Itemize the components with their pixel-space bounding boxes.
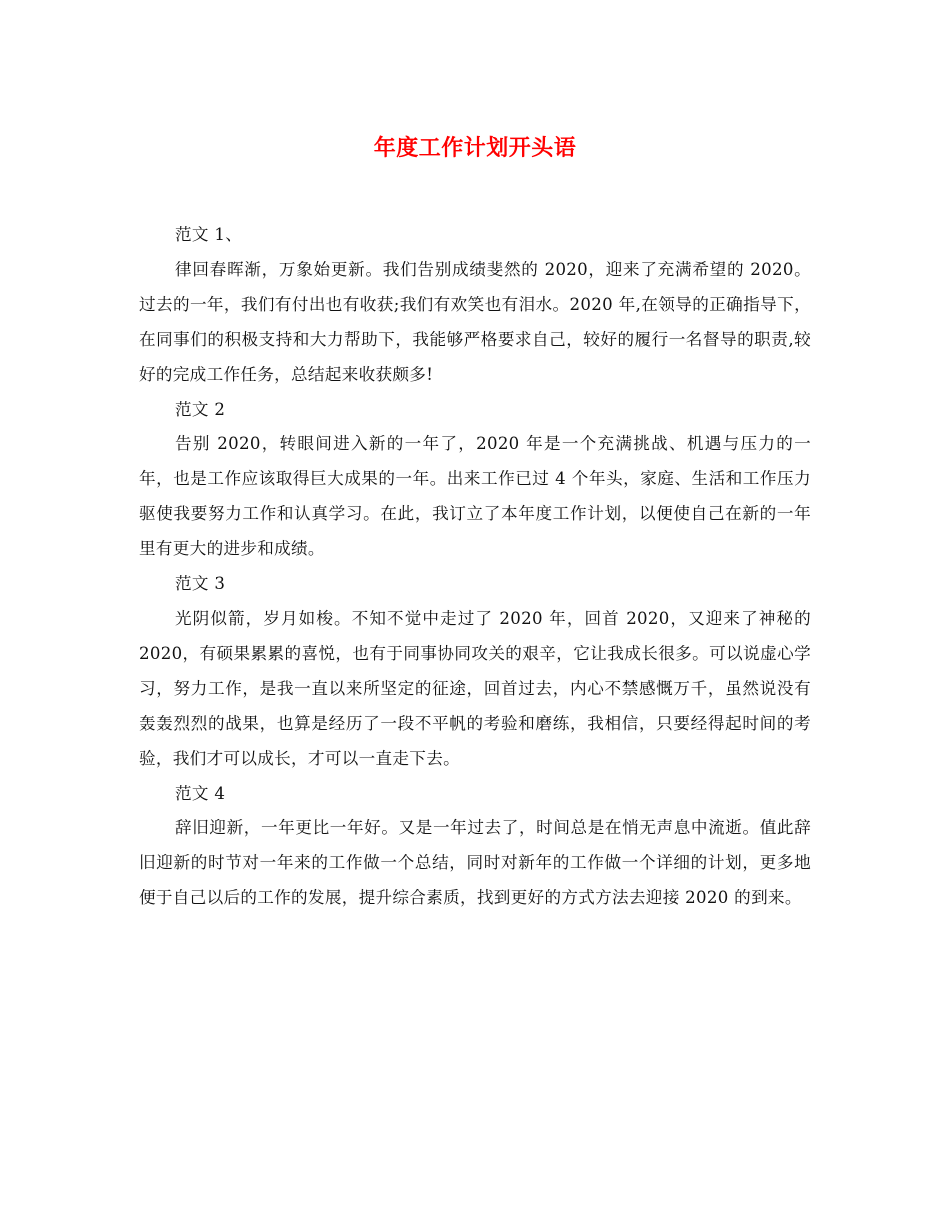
section-1-heading: 范文 1、 <box>175 225 243 244</box>
section-3-paragraph: 光阴似箭，岁月如梭。不知不觉中走过了 2020 年，回首 2020，又迎来了神秘的 2020，有硕果累累的喜悦，也有于同事协同攻关的艰辛，它让我成长很多。可以说虚心学习，努力工作，是我一直以来所坚定的征途，回首过去，内心不禁感慨万千，虽然说没有轰轰烈烈的战果，也算是经历了一段不平帆的考验和磨练，我相信，只要经得起时间的考验，我们才可以成长，才可以一直走下去。 <box>139 608 811 768</box>
section-2-heading: 范文 2 <box>175 399 226 419</box>
document-body <box>139 218 811 916</box>
section-1-paragraph: 律回春晖渐，万象始更新。我们告别成绩斐然的 2020，迎来了充满希望的 2020。过去的一年，我们有付出也有收获;我们有欢笑也有泪水。2020 年,在领导的正确指导下，在同事们的积极支持和大力帮助下，我能够严格要求自己，较好的履行一名督导的职责,较好的完成工作任务，总结起来收获颇多! <box>139 259 811 384</box>
section-4-heading: 范文 4 <box>175 783 226 803</box>
section-2-paragraph: 告别 2020，转眼间进入新的一年了，2020 年是一个充满挑战、机遇与压力的一年，也是工作应该取得巨大成果的一年。出来工作已过 4 个年头，家庭、生活和工作压力驱使我要努力工作和认真学习。在此，我订立了本年度工作计划，以便使自己在新的一年里有更大的进步和成绩。 <box>139 434 811 559</box>
section-4-paragraph: 辞旧迎新，一年更比一年好。又是一年过去了，时间总是在悄无声息中流逝。值此辞旧迎新的时节对一年来的工作做一个总结，同时对新年的工作做一个详细的计划，更多地便于自己以后的工作的发展，提升综合素质，找到更好的方式方法去迎接 2020 的到来。 <box>139 818 811 908</box>
document-title: 年度工作计划开头语 <box>373 135 577 161</box>
section-3-heading: 范文 3 <box>175 574 226 594</box>
